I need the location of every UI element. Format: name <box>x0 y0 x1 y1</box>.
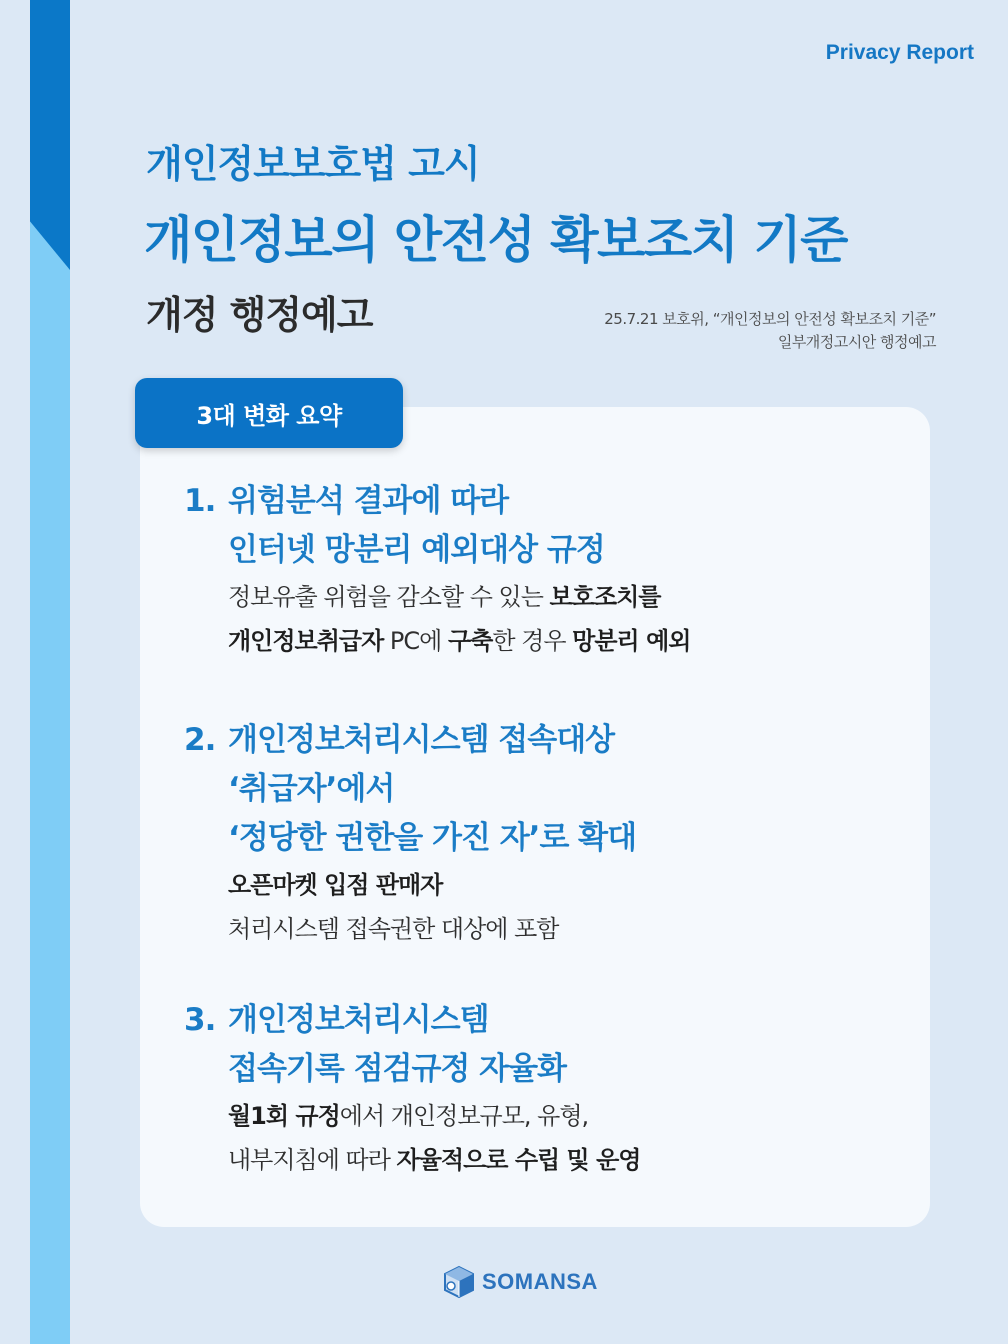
desc-bold: 망분리 예외 <box>572 627 691 655</box>
item-heading-line: ‘정당한 권한을 가진 자’로 확대 <box>228 820 637 856</box>
item-heading-line: ‘취급자’에서 <box>228 771 395 807</box>
item-number: 1. <box>184 483 216 519</box>
item-description-line <box>184 619 690 663</box>
desc-bold: 개인정보취급자 <box>228 627 384 655</box>
item-heading <box>184 996 640 1045</box>
item-description-line <box>184 907 636 951</box>
desc-text: 에서 개인정보규모, 유형, <box>339 1102 589 1130</box>
item-description-line <box>184 575 690 619</box>
item-description-line <box>184 1094 640 1138</box>
item-heading-line: 접속기록 점검규정 자율화 <box>228 1051 566 1087</box>
source-note-line-1: 25.7.21 보호위, “개인정보의 안전성 확보조치 기준” <box>604 310 936 328</box>
desc-text: PC에 <box>383 627 448 655</box>
item-heading-line: 개인정보처리시스템 <box>228 1002 489 1038</box>
page-title: 개인정보의 안전성 확보조치 기준 <box>144 211 847 269</box>
summary-item-3 <box>184 996 640 1182</box>
title-supertitle: 개인정보보호법 고시 <box>146 142 480 186</box>
desc-bold: 월1회 규정 <box>228 1102 340 1130</box>
logo-text: SOMANSA <box>482 1269 598 1294</box>
source-note-line-2: 일부개정고시안 행정예고 <box>777 333 936 351</box>
desc-text: 한 경우 <box>492 627 573 655</box>
item-heading-line: 위험분석 결과에 따라 <box>228 483 509 519</box>
item-heading <box>184 477 690 526</box>
report-tag: Privacy Report <box>825 41 974 64</box>
desc-text: 정보유출 위험을 감소할 수 있는 <box>228 583 550 611</box>
cube-logo-icon <box>442 1265 476 1299</box>
item-heading-line: 개인정보처리시스템 접속대상 <box>228 722 615 758</box>
desc-bold: 구축 <box>447 627 493 655</box>
desc-bold: 보호조치를 <box>549 583 661 611</box>
summary-item-1 <box>184 477 690 663</box>
item-number: 3. <box>184 1002 216 1038</box>
title-subtitle: 개정 행정예고 <box>146 293 373 337</box>
desc-bold: 오픈마켓 입점 판매자 <box>228 871 443 899</box>
item-heading-line: 인터넷 망분리 예외대상 규정 <box>228 532 605 568</box>
item-description-line <box>184 863 636 907</box>
item-description-line <box>184 1138 640 1182</box>
summary-item-2 <box>184 716 636 951</box>
summary-label: 3대 변화 요약 <box>135 378 403 448</box>
desc-bold: 자율적으로 수립 및 운영 <box>396 1146 641 1174</box>
item-number: 2. <box>184 722 216 758</box>
source-note <box>604 308 936 354</box>
somansa-logo <box>442 1265 598 1299</box>
desc-text: 내부지침에 따라 <box>228 1146 397 1174</box>
desc-text: 처리시스템 접속권한 대상에 포함 <box>228 915 559 943</box>
item-heading <box>184 716 636 765</box>
